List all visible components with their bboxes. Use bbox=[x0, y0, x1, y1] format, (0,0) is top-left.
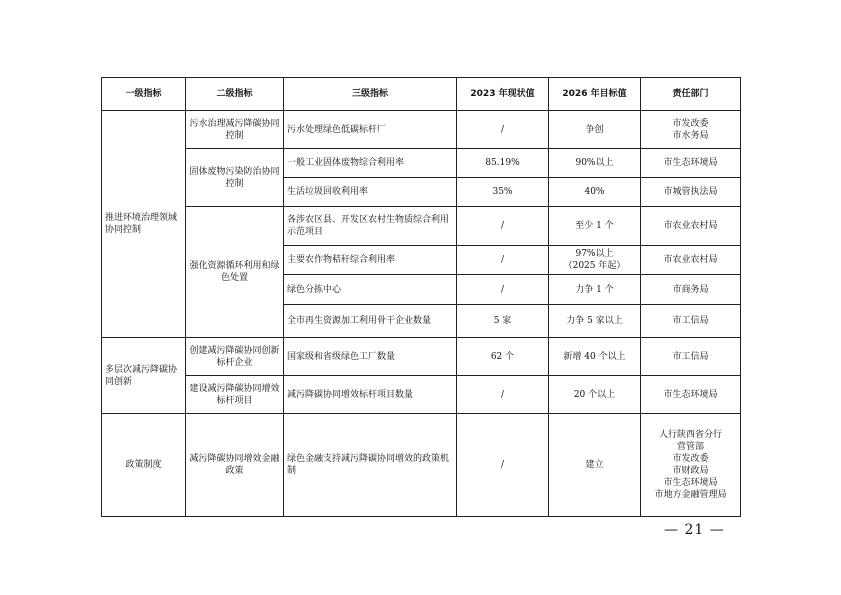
dept-cell: 市发改委 市水务局 bbox=[641, 111, 741, 149]
indicator-cell: 绿色金融支持减污降碳协同增效的政策机制 bbox=[284, 414, 457, 517]
value-2026-cell: 争创 bbox=[549, 111, 641, 149]
indicator-cell: 主要农作物秸秆综合利用率 bbox=[284, 246, 457, 275]
indicator-table bbox=[101, 77, 741, 517]
dept-cell: 市农业农村局 bbox=[641, 246, 741, 275]
sub-cell: 强化资源循环利用和绿色处置 bbox=[186, 207, 284, 338]
header-level2: 二级指标 bbox=[186, 78, 284, 111]
dept-cell: 市工信局 bbox=[641, 338, 741, 376]
value-2023-cell: 35% bbox=[457, 178, 549, 207]
value-2026-cell: 40% bbox=[549, 178, 641, 207]
value-2023-cell: / bbox=[457, 376, 549, 414]
sub-cell: 固体废物污染防治协同控制 bbox=[186, 149, 284, 207]
value-2026-cell: 90%以上 bbox=[549, 149, 641, 178]
dept-cell: 市工信局 bbox=[641, 305, 741, 338]
table-row bbox=[102, 338, 741, 376]
value-2023-cell: 62 个 bbox=[457, 338, 549, 376]
value-2023-cell: / bbox=[457, 414, 549, 517]
table-row bbox=[102, 111, 741, 149]
value-2023-cell: / bbox=[457, 246, 549, 275]
indicator-cell: 污水处理绿色低碳标杆厂 bbox=[284, 111, 457, 149]
header-2026: 2026 年目标值 bbox=[549, 78, 641, 111]
value-2026-cell: 力争 1 个 bbox=[549, 275, 641, 305]
table-row bbox=[102, 149, 741, 178]
value-2026-cell: 97%以上 （2025 年起） bbox=[549, 246, 641, 275]
dept-cell: 市城管执法局 bbox=[641, 178, 741, 207]
table-row bbox=[102, 207, 741, 246]
group-cell: 政策制度 bbox=[102, 414, 186, 517]
indicator-cell: 全市再生资源加工利用骨干企业数量 bbox=[284, 305, 457, 338]
value-2026-cell: 至少 1 个 bbox=[549, 207, 641, 246]
group-cell: 多层次减污降碳协同创新 bbox=[102, 338, 186, 414]
header-level1: 一级指标 bbox=[102, 78, 186, 111]
table-row bbox=[102, 414, 741, 517]
indicator-cell: 绿色分拣中心 bbox=[284, 275, 457, 305]
value-2026-cell: 新增 40 个以上 bbox=[549, 338, 641, 376]
dept-cell: 市商务局 bbox=[641, 275, 741, 305]
sub-cell: 减污降碳协同增效金融政策 bbox=[186, 414, 284, 517]
page-number: — 21 — bbox=[664, 522, 725, 538]
value-2026-cell: 力争 5 家以上 bbox=[549, 305, 641, 338]
indicator-cell: 生活垃圾回收利用率 bbox=[284, 178, 457, 207]
table-header-row bbox=[102, 78, 741, 111]
value-2023-cell: 5 家 bbox=[457, 305, 549, 338]
indicator-cell: 各涉农区县、开发区农村生物质综合利用示范项目 bbox=[284, 207, 457, 246]
indicator-cell: 减污降碳协同增效标杆项目数量 bbox=[284, 376, 457, 414]
dept-cell: 市农业农村局 bbox=[641, 207, 741, 246]
value-2023-cell: / bbox=[457, 111, 549, 149]
table-row bbox=[102, 376, 741, 414]
header-dept: 责任部门 bbox=[641, 78, 741, 111]
sub-cell: 建设减污降碳协同增效标杆项目 bbox=[186, 376, 284, 414]
sub-cell: 污水治理减污降碳协同控制 bbox=[186, 111, 284, 149]
header-2023: 2023 年现状值 bbox=[457, 78, 549, 111]
value-2023-cell: 85.19% bbox=[457, 149, 549, 178]
dept-cell: 市生态环境局 bbox=[641, 376, 741, 414]
value-2026-cell: 建立 bbox=[549, 414, 641, 517]
indicator-cell: 一般工业固体废物综合利用率 bbox=[284, 149, 457, 178]
value-2026-cell: 20 个以上 bbox=[549, 376, 641, 414]
group-cell: 推进环境治理领域协同控制 bbox=[102, 111, 186, 338]
sub-cell: 创建减污降碳协同创新标杆企业 bbox=[186, 338, 284, 376]
dept-cell: 市生态环境局 bbox=[641, 149, 741, 178]
header-level3: 三级指标 bbox=[284, 78, 457, 111]
dept-cell: 人行陕西省分行 营管部 市发改委 市财政局 市生态环境局 市地方金融管理局 bbox=[641, 414, 741, 517]
value-2023-cell: / bbox=[457, 275, 549, 305]
value-2023-cell: / bbox=[457, 207, 549, 246]
indicator-cell: 国家级和省级绿色工厂数量 bbox=[284, 338, 457, 376]
